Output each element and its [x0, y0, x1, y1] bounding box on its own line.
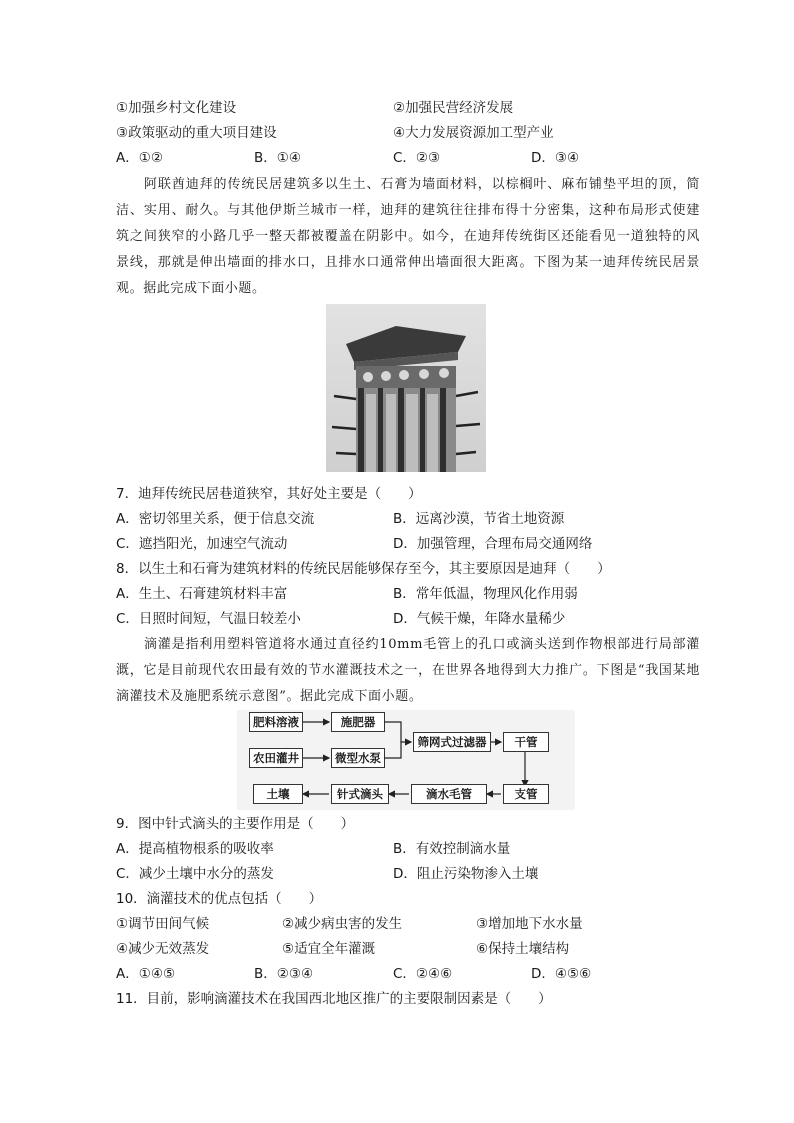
statement-1: ①加强乡村文化建设 — [116, 100, 237, 116]
q10-option-d: D．④⑤⑥ — [531, 966, 592, 982]
passage-drip-irrigation: 滴灌是指利用塑料管道将水通过直径约10mm毛管上的孔口或滴头送到作物根部进行局部灌溉，它是目前现代农田最有效的节水灌溉技术之一，在世界各地得到大力推广。下图是“我国某地滴灌技术及施肥系统示意图”。据此完成下面小题。 — [116, 637, 700, 704]
q10-statement-5: ⑤适宜全年灌溉 — [282, 941, 376, 957]
q10-statement-4: ④减少无效蒸发 — [116, 941, 210, 957]
statement-2: ②加强民营经济发展 — [393, 100, 514, 116]
q7-option-b: B．远离沙漠，节省土地资源 — [393, 511, 565, 527]
q8-option-b: B．常年低温，物理风化作用弱 — [393, 586, 578, 602]
q7-option-a: A．密切邻里关系，便于信息交流 — [116, 511, 315, 527]
q8-option-d: D．气候干燥，年降水量稀少 — [393, 611, 566, 627]
q6-option-a: A．①② — [116, 150, 163, 166]
fertilizer-applicator-box: 施肥器 — [331, 712, 385, 732]
q7-option-c: C．遮挡阳光，加速空气流动 — [116, 536, 288, 552]
fertilizer-solution-box: 肥料溶液 — [249, 712, 303, 732]
statement-4: ④大力发展资源加工型产业 — [393, 125, 554, 141]
q6-option-b: B．①④ — [254, 150, 301, 166]
drip-irrigation-diagram — [237, 710, 575, 810]
q9-option-c: C．减少土壤中水分的蒸发 — [116, 866, 274, 882]
q8-option-a: A．生土、石膏建筑材料丰富 — [116, 586, 288, 602]
drip-capillary-box: 滴水毛管 — [411, 784, 487, 804]
statement-3: ③政策驱动的重大项目建设 — [116, 125, 277, 141]
q9-option-b: B．有效控制滴水量 — [393, 841, 511, 857]
q9-option-d: D．阻止污染物渗入土壤 — [393, 866, 539, 882]
q6-option-d: D．③④ — [531, 150, 580, 166]
q10-statement-1: ①调节田间气候 — [116, 916, 210, 932]
q8-option-c: C．日照时间短，气温日较差小 — [116, 611, 301, 627]
farm-well-box: 农田灌井 — [249, 748, 303, 768]
q10-statement-2: ②减少病虫害的发生 — [282, 916, 403, 932]
passage-dubai: 阿联酋迪拜的传统民居建筑多以生土、石膏为墙面材料，以棕榈叶、麻布铺垫平坦的顶，简洁、实用、耐久。与其他伊斯兰城市一样，迪拜的建筑往往排布得十分密集，这种布局形式使建筑之间狭窄的小路几乎一整天都被覆盖在阴影中。如今，在迪拜传统街区还能看见一道独特的风景线，那就是伸出墙面的排水口，且排水口通常伸出墙面很大距离。下图为某一迪拜传统民居景观。据此完成下面小题。 — [116, 177, 700, 296]
q9-stem: 9．图中针式滴头的主要作用是（ ） — [116, 816, 355, 832]
q10-stem: 10．滴灌技术的优点包括（ ） — [116, 891, 323, 907]
q11-stem: 11．目前，影响滴灌技术在我国西北地区推广的主要限制因素是（ ） — [116, 991, 552, 1007]
dubai-dwelling-photo — [326, 304, 486, 472]
q10-option-b: B．②③④ — [254, 966, 314, 982]
screen-filter-box: 筛网式过滤器 — [413, 732, 491, 752]
q7-stem: 7．迪拜传统民居巷道狭窄，其好处主要是（ ） — [116, 486, 422, 502]
q7-option-d: D．加强管理，合理布局交通网络 — [393, 536, 593, 552]
q9-option-a: A．提高植物根系的吸收率 — [116, 841, 274, 857]
q8-stem: 8．以生土和石膏为建筑材料的传统民居能够保存至今，其主要原因是迪拜（ ） — [116, 561, 611, 577]
soil-box: 土壤 — [253, 784, 303, 804]
main-pipe-box: 干管 — [503, 732, 549, 752]
branch-pipe-box: 支管 — [503, 784, 549, 804]
micro-pump-box: 微型水泵 — [331, 748, 385, 768]
q10-statement-3: ③增加地下水水量 — [476, 916, 583, 932]
q10-option-a: A．①④⑤ — [116, 966, 176, 982]
pin-emitter-box: 针式滴头 — [331, 784, 389, 804]
q10-option-c: C．②④⑥ — [393, 966, 453, 982]
q6-option-c: C．②③ — [393, 150, 441, 166]
q10-statement-6: ⑥保持土壤结构 — [476, 941, 570, 957]
